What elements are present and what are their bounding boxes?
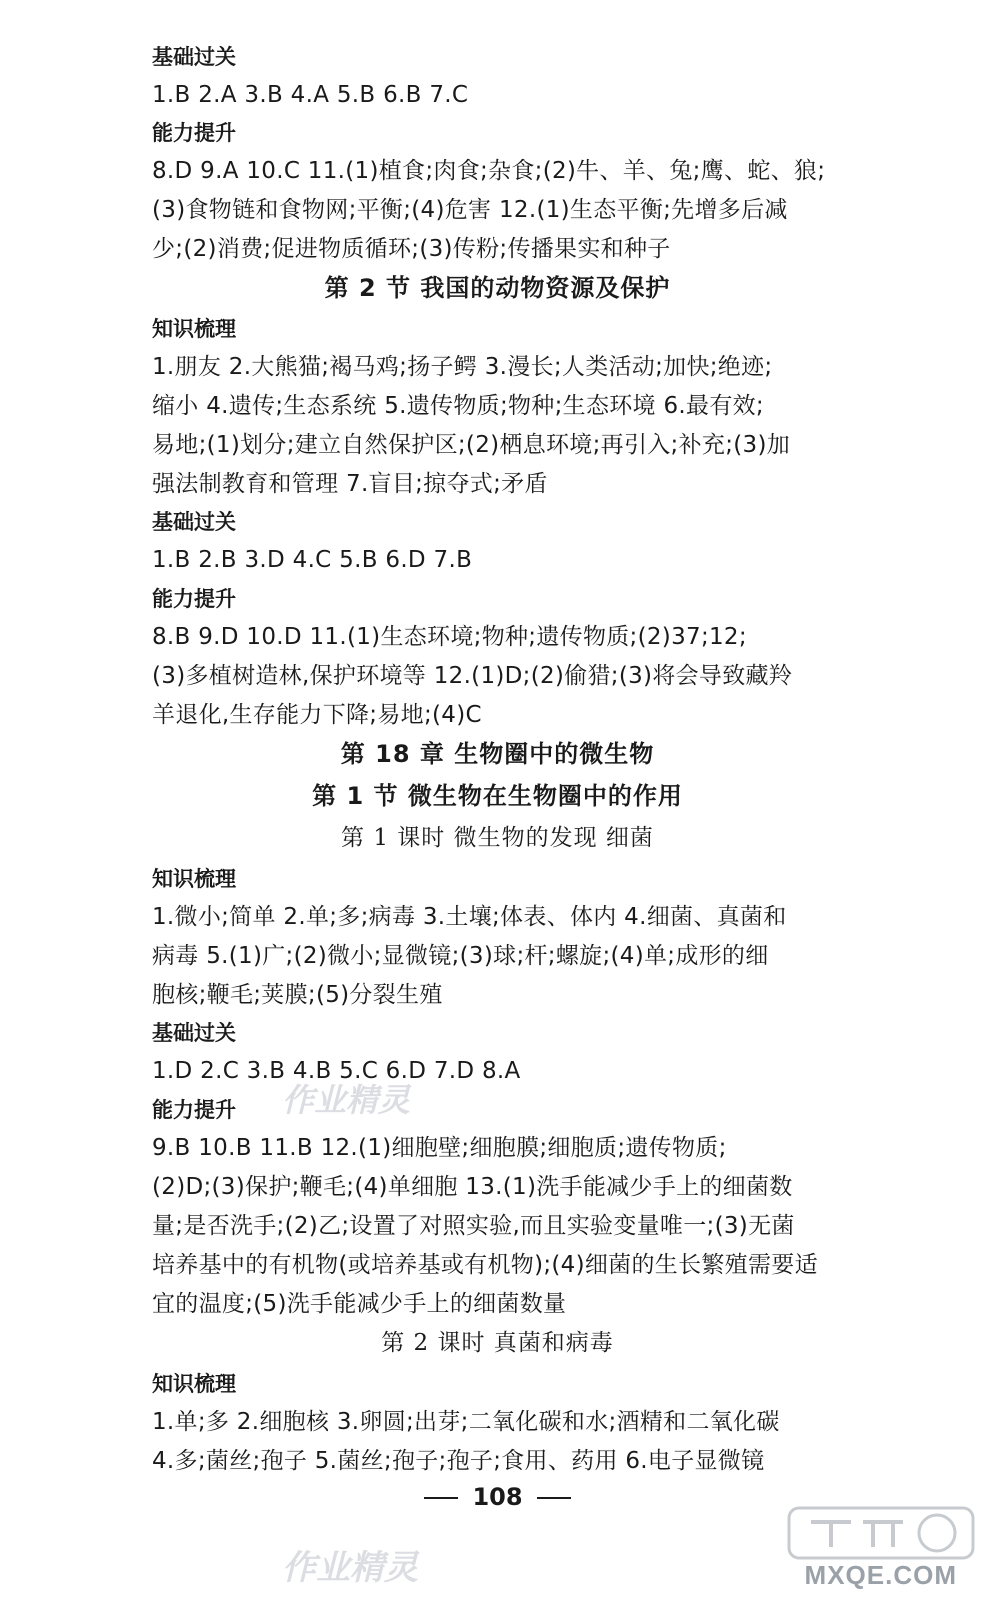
ability-heading-3: 能力提升 [152, 1098, 236, 1122]
page-number-dash-left [424, 1497, 458, 1499]
ability-line: 8.B 9.D 10.D 11.(1)生态环境;物种;遗传物质;(2)37;12; [152, 624, 747, 650]
ability-line: (2)D;(3)保护;鞭毛;(4)单细胞 13.(1)洗手能减少手上的细菌数 [152, 1174, 793, 1200]
knowledge-line: 1.单;多 2.细胞核 3.卵圆;出芽;二氧化碳和水;酒精和二氧化碳 [152, 1409, 780, 1435]
basic-answers-1: 1.B 2.A 3.B 4.A 5.B 6.B 7.C [152, 82, 469, 108]
knowledge-line: 易地;(1)划分;建立自然保护区;(2)栖息环境;再引入;补充;(3)加 [152, 432, 791, 458]
ability-line: 9.B 10.B 11.B 12.(1)细胞壁;细胞膜;细胞质;遗传物质; [152, 1135, 727, 1161]
ability-heading-2: 能力提升 [152, 587, 236, 611]
knowledge-line: 缩小 4.遗传;生态系统 5.遗传物质;物种;生态环境 6.最有效; [152, 393, 764, 419]
lesson-title: 第 1 课时 微生物的发现 细菌 [341, 825, 654, 851]
knowledge-heading-4: 知识梳理 [152, 1372, 236, 1396]
site-logo-text: MXQE.COM [804, 1560, 957, 1590]
lesson-title: 第 2 课时 真菌和病毒 [381, 1330, 614, 1356]
knowledge-heading-3: 知识梳理 [152, 867, 236, 891]
basic-answers-3: 1.D 2.C 3.B 4.B 5.C 6.D 7.D 8.A [152, 1058, 521, 1084]
knowledge-heading-2: 知识梳理 [152, 317, 236, 341]
ability-line: 羊退化,生存能力下降;易地;(4)C [152, 702, 482, 728]
knowledge-line: 4.多;菌丝;孢子 5.菌丝;孢子;孢子;食用、药用 6.电子显微镜 [152, 1448, 765, 1474]
ability-heading-1: 能力提升 [152, 121, 236, 145]
ability-line: 培养基中的有机物(或培养基或有机物);(4)细菌的生长繁殖需要适 [152, 1252, 818, 1278]
page-number-text: 108 [472, 1483, 523, 1511]
ability-line: 量;是否洗手;(2)乙;设置了对照实验,而且实验变量唯一;(3)无菌 [152, 1213, 795, 1239]
ability-line: (3)食物链和食物网;平衡;(4)危害 12.(1)生态平衡;先增多后减 [152, 197, 788, 223]
chapter-title: 第 18 章 生物圈中的微生物 [340, 740, 655, 768]
watermark: 作业精灵 [282, 1081, 411, 1119]
basic-heading-3: 基础过关 [152, 1021, 236, 1045]
basic-answers-2: 1.B 2.B 3.D 4.C 5.B 6.D 7.B [152, 547, 473, 573]
knowledge-line: 胞核;鞭毛;荚膜;(5)分裂生殖 [152, 982, 443, 1008]
ability-line: 宜的温度;(5)洗手能减少手上的细菌数量 [152, 1291, 567, 1317]
section-title: 第 1 节 微生物在生物圈中的作用 [312, 782, 683, 810]
ability-line: (3)多植树造林,保护环境等 12.(1)D;(2)偷猎;(3)将会导致藏羚 [152, 663, 793, 689]
ability-line: 少;(2)消费;促进物质循环;(3)传粉;传播果实和种子 [152, 236, 671, 262]
basic-heading-1: 基础过关 [152, 45, 236, 69]
ability-line: 8.D 9.A 10.C 11.(1)植食;肉食;杂食;(2)牛、羊、兔;鹰、蛇、狼; [152, 158, 826, 184]
knowledge-line: 病毒 5.(1)广;(2)微小;显微镜;(3)球;杆;螺旋;(4)单;成形的细 [152, 943, 769, 969]
knowledge-line: 1.朋友 2.大熊猫;褐马鸡;扬子鳄 3.漫长;人类活动;加快;绝迹; [152, 354, 773, 380]
section-title: 第 2 节 我国的动物资源及保护 [324, 274, 671, 302]
knowledge-line: 强法制教育和管理 7.盲目;掠夺式;矛盾 [152, 471, 548, 497]
knowledge-line: 1.微小;简单 2.单;多;病毒 3.土壤;体表、体内 4.细菌、真菌和 [152, 904, 787, 930]
watermark: 作业精灵 [282, 1548, 418, 1588]
basic-heading-2: 基础过关 [152, 510, 236, 534]
page-number-dash-right [537, 1497, 571, 1499]
